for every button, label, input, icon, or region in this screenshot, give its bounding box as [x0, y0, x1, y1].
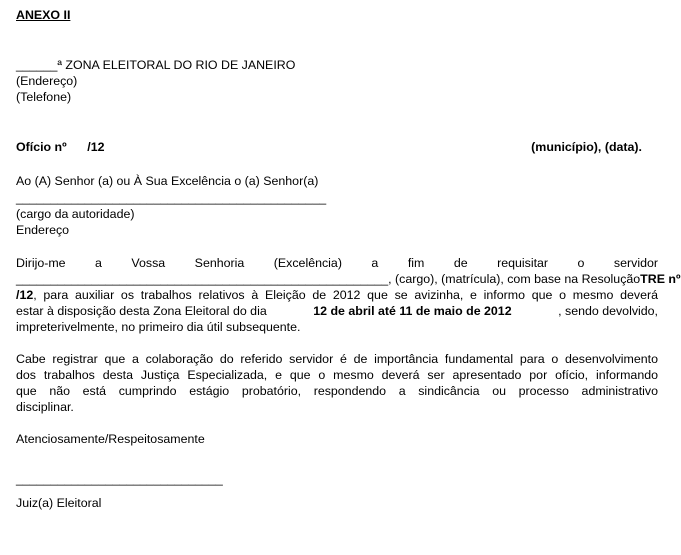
paragraph-request-line-2: ______________________________________________________, (cargo), (matrícula), com base na Resolução TRE nº [16, 272, 681, 286]
judge-title: Juiz(a) Eleitoral [16, 496, 102, 510]
closing: Atenciosamente/Respeitosamente [16, 432, 205, 446]
recipient-role: (cargo da autoridade) [16, 207, 135, 221]
paragraph-note [16, 351, 658, 415]
zone-name: ª ZONA ELEITORAL DO RIO DE JANEIRO [57, 58, 296, 72]
paragraph-note-line-4: disciplinar. [16, 400, 74, 414]
paragraph-request-line-5: impreterivelmente, no primeiro dia útil subsequente. [16, 320, 301, 334]
server-name-blank: ______________________________________________________ [16, 272, 389, 286]
judge-signature-line: ______________________________ [16, 472, 223, 486]
document-page [16, 7, 681, 511]
place-date: (município), (data). [531, 140, 642, 154]
oficio-number: Ofício nº /12 [16, 140, 105, 154]
zone-line [16, 57, 658, 73]
availability-period: 12 de abril até 11 de maio de 2012 [313, 304, 512, 318]
zone-number-blank: ______ [16, 58, 58, 72]
oficio-row [16, 139, 658, 155]
sender-address: (Endereço) [16, 74, 78, 88]
paragraph-request [16, 255, 681, 335]
paragraph-note-line-2: dos trabalhos desta Justiça Especializada, e que o mesmo deverá ser apresentado por ofício, informando [16, 368, 658, 382]
paragraph-request-line-1: Dirijo-me a Vossa Senhoria (Excelência) a fim de requisitar o servidor [16, 256, 658, 270]
salutation: Ao (A) Senhor (a) ou À Sua Excelência o (a) Senhor(a) [16, 174, 319, 188]
annex-title: ANEXO II [16, 8, 71, 22]
paragraph-note-line-3: que não está cumprindo estágio probatório, respondendo a sindicância ou processo administrativo [16, 384, 658, 398]
resolution-number: /12 [16, 288, 34, 302]
paragraph-note-line-1: Cabe registrar que a colaboração do referido servidor é de importância fundamental para o desenvolvimento [16, 352, 658, 366]
paragraph-request-line-4: estar à disposição desta Zona Eleitoral do dia 12 de abril até 11 de maio de 2012 , sendo devolvido, [16, 304, 658, 318]
recipient-signature-line: _____________________________________________ [16, 191, 327, 205]
resolution-label: TRE nº [640, 272, 681, 286]
recipient-address: Endereço [16, 223, 70, 237]
paragraph-request-line-3: /12 , para auxiliar os trabalhos relativos à Eleição de 2012 que se avizinha, e informo que o mesmo deverá [16, 288, 658, 302]
sender-phone: (Telefone) [16, 90, 72, 104]
